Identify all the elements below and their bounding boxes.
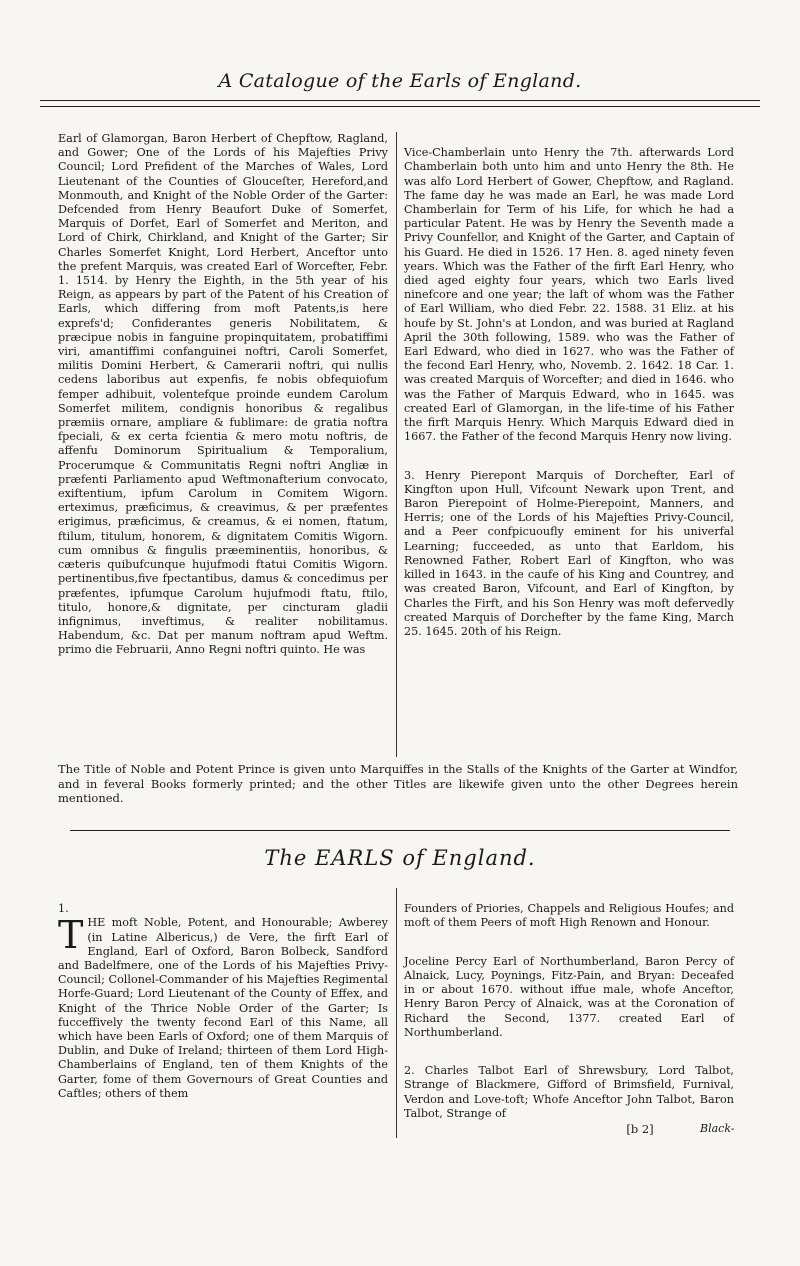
column-right-upper (404, 132, 734, 663)
fullwidth-paragraph: The Title of Noble and Potent Prince is given unto Marquiffes in the Stalls of the Knights of the Garter at Windfor, and in feveral Books formerly printed; and the other Titles are likewife given unto the other Degrees herein mentioned. (58, 762, 738, 805)
column-right-lower (404, 888, 734, 1145)
column-divider (396, 132, 397, 757)
entry-text: Charles Talbot Earl of Shrewsbury, Lord Talbot, Strange of Blackmere, Gifford of Brimsfield, Furnival, Verdon and Love-toft; Whofe Anceftor John Talbot, Baron Talbot, Strange of (404, 1064, 734, 1120)
signature-mark: [b 2] (626, 1122, 654, 1136)
entry-2 (404, 1064, 734, 1121)
entry-number: 3. (404, 468, 415, 482)
entry-text: Henry Pierepont Marquis of Dorchefter, Earl of Kingfton upon Hull, Vifcount Newark upon Trent, and Baron Pierepoint of Holme-Pierepoint, Manners, and Herris; one of the Lords of his Majefties Privy-Council, and a Peer confpicuoufly eminent for his univerfal Learning; fucceeded, as unto that Earldom, his Renowned Father, Robert Earl of Kingfton, who was killed in 1643. in the caufe of his King and Countrey, and was created Baron, Vifcount, and Earl of Kingfton, by Charles the Firft, and his Son Henry was moft defervedly created Marquis of Dorchefter by the fame King, March 25. 1645. 20th of his Reign. (404, 468, 734, 638)
column-left-upper: Earl of Glamorgan, Baron Herbert of Chepftow, Ragland, and Gower; One of the Lords of his Majefties Privy Council; Lord Prefident of the Marches of Wales, Lord Lieutenant of the Counties of Glouceſter, Hereford,and Monmouth, and Knight of the Noble Order of the Garter: Defcended from Henry Beaufort Duke of Somerfet, Marquis of Dorfet, Earl of Somerfet and Meriton, and Lord of Chirk, Chirkland, and Knight of the Garter; Sir Charles Somerfet Knight, Lord Herbert, Anceftor unto the prefent Marquis, was created Earl of Worcefter, Febr. 1. 1514. by Henry the Eighth, in the 5th year of his Reign, as appears by part of the Patent of his Creation of Earls, which differing from moft Patents,is here exprefs'd; Confiderantes generis Nobilitatem, & præcipue nobis in fanguine propinquitatem, probatiffimi viri, amantiffimi confanguinei noftri, Caroli Somerfet, militis Domini Herbert, & Camerarii noftri, qui nullis cedens laboribus aut expenfis, fe nobis obfequiofum femper adhibuit, volentefque proinde eundem Carolum Somerfet militem, condignis honoribus & regalibus præmiis ornare, ampliare & fublimare: de gratia noftra fpeciali, & ex certa fcientia & mero motu noftris, de affenfu Dominorum Spiritualium & Temporalium, Procerumque & Communitatis Regni noftri Angliæ in præfenti Parliamento apud Weftmonafterium convocato, exiftentium, ipfum Carolum in Comitem Wigorn. erteximus, præficimus, & creavimus, & per præfentes erigimus, præficimus, & creamus, & ei nomen, ftatum, ftilum, titulum, honorem, & dignitatem Comitis Wigorn. cum omnibus & fingulis præeminentiis, honoribus, & cæteris quibufcunque hujufmodi ftatui Comitis Wigorn. pertinentibus,five fpectantibus, damus & concedimus per præfentes, ipfumque Carolum hujufmodi ftatu, ftilo, titulo, honore,& dignitate, per cincturam gladii infignimus, inveftimus, & realiter nobilitamus. Habendum, &c. Dat per manum noftram apud Weftm. primo die Februarii, Anno Regni noftri quinto. He was (58, 132, 388, 657)
running-title: A Catalogue of the Earls of England. (218, 70, 582, 92)
column-left-lower (58, 888, 388, 1101)
header-rule-thin (40, 106, 760, 107)
section-heading: The EARLS of England. (264, 846, 536, 870)
entry-number: 2. (404, 1064, 415, 1078)
entry-text: HE moft Noble, Potent, and Honourable; Awberey (in Latine Albericus,) de Vere, the firft Earl of England, Earl of Oxford, Baron Bolbeck, Sandford and Badelfmere, one of the Lords of his Majefties Privy-Council; Collonel-Commander of his Majefties Regimental Horfe-Guard; Lord Lieutenant of the County of Effex, and Knight of the Thrice Noble Order of the Garter; Is fucceffively the twenty fecond Earl of this Name, all which have been Earls of Oxford; one of them Marquis of Dublin, and Duke of Ireland; thirteen of them Lord High-Chamberlains of England, ten of them Knights of the Garter, fome of them Governours of Great Counties and Caftles; others of them (58, 916, 388, 1100)
paragraph-vice-chamberlain: Vice-Chamberlain unto Henry the 7th. afterwards Lord Chamberlain both unto him and unto Henry the 8th. He was alfo Lord Herbert of Gower, Chepftow, and Ragland. The fame day he was made an Earl, he was made Lord Chamberlain for Term of his Life, for which he had a particular Patent. He was by Henry the Seventh made a Privy Counfellor, and Knight of the Garter, and Captain of his Guard. He died in 1526. 17 Hen. 8. aged ninety feven years. Which was the Father of the firft Earl Henry, who died aged eighty four years, which two Earls lived ninefcore and one year; the laft of whom was the Father of Earl William, who died Febr. 22. 1588. 31 Eliz. at his houfe by St. John's at London, and was buried at Ragland April the 30th following, 1589. who was the Father of Earl Edward, who died in 1627. who was the Father of the fecond Earl Henry, who, Novemb. 2. 1642. 18 Car. 1. was created Marquis of Worcefter; and died in 1646. who was the Father of Marquis Edward, who in 1645. was created Earl of Glamorgan, in the life-time of his Father the firft Marquis Henry. Which Marquis Edward died in 1667. the Father of the fecond Marquis Henry now living. (404, 146, 734, 444)
header-rule (40, 100, 760, 101)
drop-cap: T (58, 913, 84, 958)
section-rule (70, 830, 730, 831)
paragraph-founders: Founders of Priories, Chappels and Religious Houfes; and moft of them Peers of moft High Renown and Honour. (404, 902, 734, 930)
paragraph-northumberland: Joceline Percy Earl of Northumberland, Baron Percy of Alnaick, Lucy, Poynings, Fitz-Pain, and Bryan: Deceafed in or about 1670. without iffue male, whofe Anceftor, Henry Baron Percy of Alnaick, was at the Coronation of Richard the Second, 1377. created Earl of Northumberland. (404, 954, 734, 1039)
entry-3 (404, 469, 734, 639)
column-divider-lower (396, 888, 397, 1138)
entry-number: 1. (58, 902, 69, 916)
catchword: Black- (700, 1122, 735, 1135)
